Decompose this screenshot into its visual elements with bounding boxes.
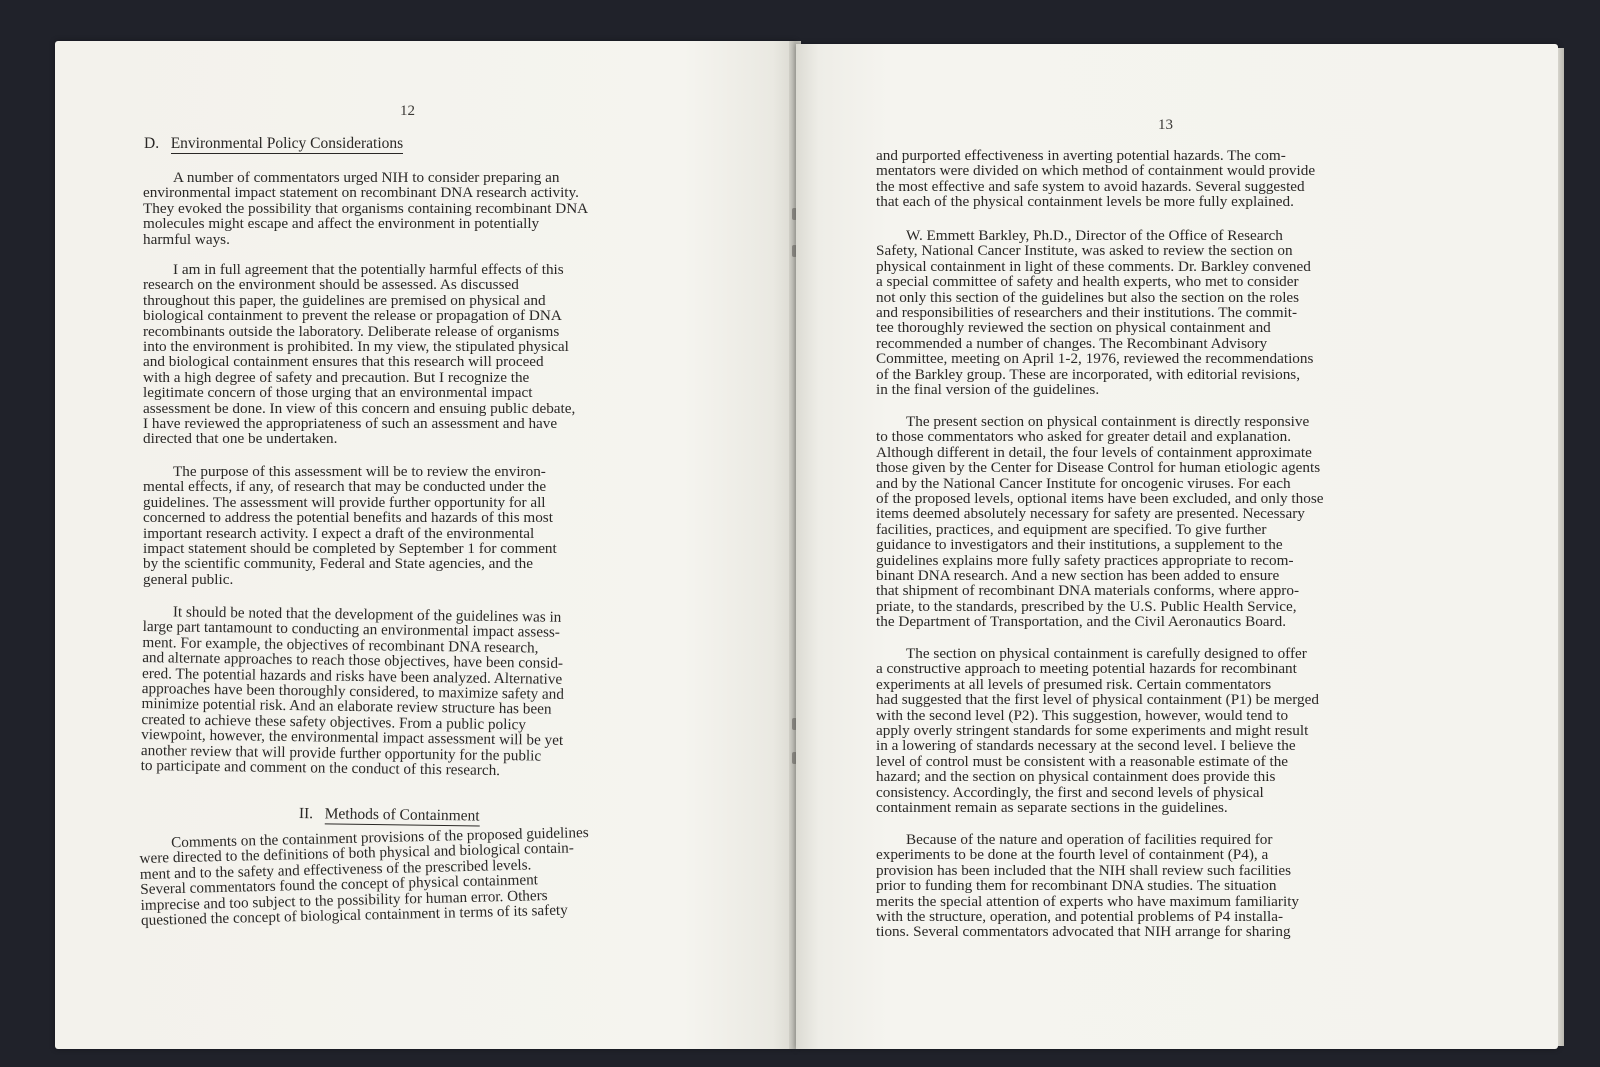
paragraph: The purpose of this assessment will be to review the environ- mental effects, if any, of research that may be conducted under the guidelines. The assessment will provide further opportunity for all concerned to address the potential benefits and hazards of this most important research activity. I expect a draft of the environmental impact statement should be completed by September 1 for comment by the scientific community, Federal and State agencies, and the general public. [143,463,557,588]
section-heading-ii [299,805,480,826]
left-page [55,41,795,1049]
paragraph: The present section on physical containment is directly responsive to those commentators who asked for greater detail and explanation. Although different in detail, the four levels of containment approximate those given by the Center for Disease Control for human etiologic agents and by the National Cancer Institute for oncogenic viruses. For each of the proposed levels, optional items have been excluded, and only those items deemed absolutely necessary for safety are presented. Necessary facilities, practices, and equipment are specified. To give further guidance to investigators and their institutions, a supplement to the guidelines explains more fully safety practices appropriate to recom- binant DNA research. And a new section has been added to ensure that shipment of recombinant DNA materials conforms, where appro- priate, to the standards, prescribed by the U.S. Public Health Service, the Department of Transportation, and the Civil Aeronautics Board. [876,413,1324,631]
paragraph: Comments on the containment provisions of the proposed guidelines were directed to the definitions of both physical and biological contain- ment and to the safety and effectiveness of the prescribed levels. Several commentators found the concept of physical containment imprecise and too subject to the possibility for human error. Others questioned the concept of biological containment in terms of its safety [139,824,589,930]
paragraph: W. Emmett Barkley, Ph.D., Director of the Office of Research Safety, National Cancer Institute, was asked to review the section on physical containment in light of these comments. Dr. Barkley convened a special committee of safety and health experts, who met to consider not only this section of the guidelines but also the section on the roles and responsibilities of researchers and their institutions. The commit- tee thoroughly reviewed the section on physical containment and recommended a number of changes. The Recombinant Advisory Committee, meeting on April 1-2, 1976, reviewed the recommendations of the Barkley group. These are incorporated, with editorial revisions, in the final version of the guidelines. [876,227,1314,399]
paragraph: Because of the nature and operation of facilities required for experiments to be done at the fourth level of containment (P4), a provision has been included that the NIH shall review such facilities prior to funding them for recombinant DNA studies. The situation merits the special attention of experts who have maximum familiarity with the structure, operation, and potential problems of P4 installa- tions. Several commentators advocated that NIH arrange for sharing [876,831,1300,941]
page-number-right: 13 [1158,117,1173,133]
page-number-left: 12 [400,103,415,119]
page-stack-edge [1558,48,1564,1046]
section-heading-title: Environmental Policy Considerations [170,135,404,152]
paragraph: A number of commentators urged NIH to consider preparing an environmental impact statement on recombinant DNA research activity. They evoked the possibility that organisms containing recombinant DNA molecules might escape and affect the environment in potentially harmful ways. [143,169,589,248]
paragraph: The section on physical containment is carefully designed to offer a constructive approach to meeting potential hazards for recombinant experiments at all levels of presumed risk. Certain commentators had suggested that the first level of physical containment (P1) be merged with the second level (P2). This suggestion, however, would tend to apply overly stringent standards for some experiments and might result in a lowering of standards necessary at the second level. I believe the level of control must be consistent with a reasonable estimate of the hazard; and the section on physical containment does provide this consistency. Accordingly, the first and second levels of physical containment remain as separate sections in the guidelines. [876,645,1319,817]
paragraph: and purported effectiveness in averting potential hazards. The com- mentators were divided on which method of containment would provide the most effective and safe system to avoid hazards. Several suggested that each of the physical containment levels be more fully explained. [876,147,1316,211]
paragraph: I am in full agreement that the potentially harmful effects of this research on the environment should be assessed. As discussed throughout this paper, the guidelines are premised on physical and biological containment to prevent the release or propagation of DNA recombinants outside the laboratory. Deliberate release of organisms into the environment is prohibited. In my view, the stipulated physical and biological containment ensures that this research will proceed with a high degree of safety and precaution. But I recognize the legitimate concern of those urging that an environmental impact assessment be done. In view of this concern and ensuing public debate, I have reviewed the appropriateness of such an assessment and have directed that one be undertaken. [143,261,576,448]
paragraph: It should be noted that the development of the guidelines was in large part tantamount to conducting an environmental impact assess- ment. For example, the objectives of recombinant DNA research, and alternate approaches to reach those objectives, have been consid- ered. The potential hazards and risks have been analyzed. Alternative approaches have been thoroughly considered, to maximize safety and minimize potential risk. And an elaborate review structure has been created to achieve these safety objectives. From a public policy viewpoint, however, the environmental impact assessment will be yet another review that will provide further opportunity for the public to participate and comment on the conduct of this research. [140,603,565,780]
section-heading-prefix: II. [298,805,314,823]
section-heading-title: Methods of Containment [324,805,480,825]
right-page [796,44,1558,1049]
section-heading-prefix: D. [144,135,160,152]
section-heading-d [144,135,403,153]
